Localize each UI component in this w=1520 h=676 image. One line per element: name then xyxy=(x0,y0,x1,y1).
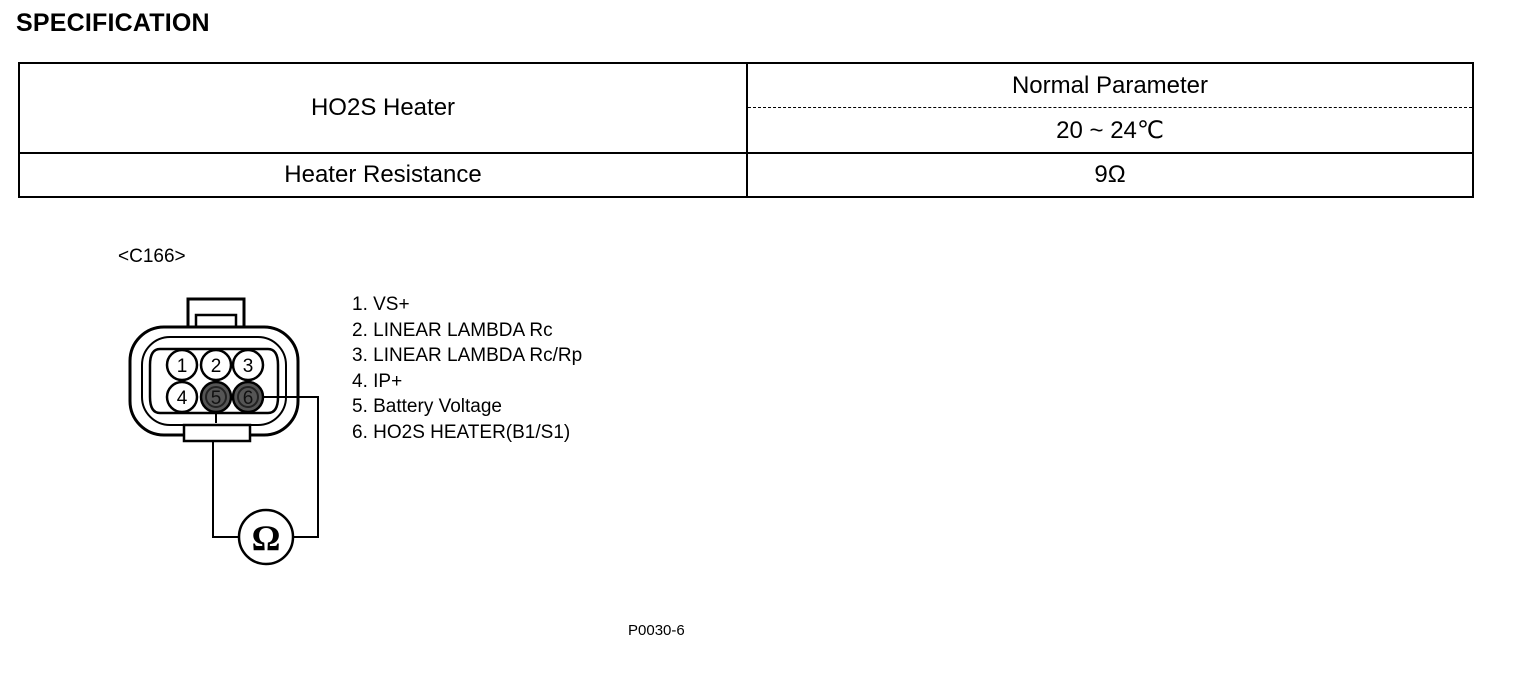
pin-5 xyxy=(201,382,231,412)
ohmmeter-symbol: Ω xyxy=(251,518,281,558)
pin-list-item: 3. LINEAR LAMBDA Rc/Rp xyxy=(352,345,583,366)
pin-5-number: 5 xyxy=(210,388,222,409)
pin-3 xyxy=(233,350,263,380)
pin-1 xyxy=(167,350,197,380)
pin-1-number: 1 xyxy=(176,356,188,377)
pin-list-item: 2. LINEAR LAMBDA Rc xyxy=(352,319,553,341)
pin-list-item: 1. VS+ xyxy=(352,294,410,315)
connector-bottom-tab xyxy=(184,425,250,441)
pin-6-number: 6 xyxy=(242,388,254,409)
pin-4-number: 4 xyxy=(176,388,188,409)
pin-list-item: 5. Battery Voltage xyxy=(352,396,502,417)
pin-list-item: 4. IP+ xyxy=(352,370,403,392)
figure-code: P0030-6 xyxy=(628,622,685,639)
parameter-header-cell: Normal Parameter xyxy=(1011,71,1209,99)
pin-2-number: 2 xyxy=(210,356,222,377)
resistance-value-cell: 9Ω xyxy=(1094,161,1126,188)
pin-list-item: 6. HO2S HEATER(B1/S1) xyxy=(352,421,571,443)
item-label-cell: HO2S Heater xyxy=(310,94,456,121)
spec-table xyxy=(18,62,1474,198)
pin-6 xyxy=(233,382,263,412)
pin-2 xyxy=(201,350,231,380)
temperature-cell: 20 ~ 24℃ xyxy=(1056,116,1164,144)
connector-diagram xyxy=(120,285,330,575)
pin-list xyxy=(352,292,582,445)
connector-label: <C166> xyxy=(118,246,186,267)
pin-4 xyxy=(167,382,197,412)
pin-3-number: 3 xyxy=(242,356,254,377)
page-heading: SPECIFICATION xyxy=(16,9,210,37)
resistance-label-cell: Heater Resistance xyxy=(284,161,482,188)
